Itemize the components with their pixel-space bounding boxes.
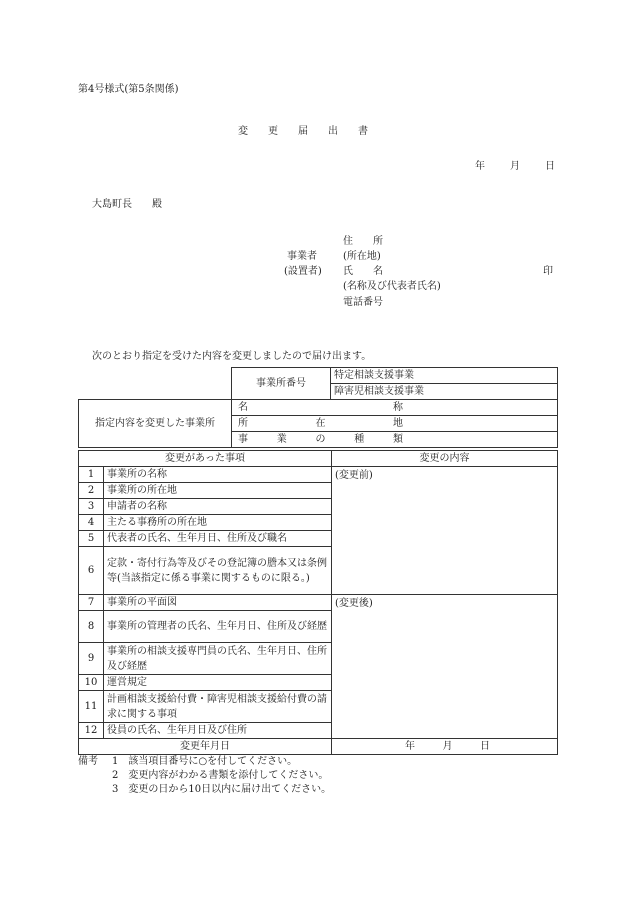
item-text: 事業所の相談支援専門員の氏名、生年月日、住所及び経歴: [104, 643, 332, 675]
date-month-label: 月: [510, 161, 520, 172]
seal-mark: 印: [543, 266, 553, 277]
date-year-label: 年: [475, 161, 485, 172]
item-text: 役員の氏名、生年月日及び住所: [104, 723, 332, 739]
address-label: 住 所: [343, 236, 383, 247]
item-number: 6: [79, 547, 104, 595]
before-change-cell: (変更前): [332, 467, 558, 595]
change-date-label: 変更年月日: [79, 739, 332, 755]
name-sub-label: (名称及び代表者氏名): [343, 281, 441, 292]
item-number: 11: [79, 691, 104, 723]
item-text: 計画相談支援給付費・障害児相談支援給付費の請求に関する事項: [104, 691, 332, 723]
item-text: 運営規定: [104, 675, 332, 691]
item-number: 8: [79, 611, 104, 643]
intro-text: 次のとおり指定を受けた内容を変更しましたので届け出ます。: [92, 351, 372, 362]
item-text: 主たる事務所の所在地: [104, 515, 332, 531]
item-text: 申請者の名称: [104, 499, 332, 515]
change-content-header: 変更の内容: [332, 451, 558, 467]
submission-date: [475, 161, 555, 173]
item-number: 12: [79, 723, 104, 739]
office-number-label: 事業所番号: [232, 368, 331, 400]
office-type-cell: 事 業 の 種 類: [232, 432, 558, 448]
item-number: 1: [79, 467, 104, 483]
item-number: 3: [79, 499, 104, 515]
applicant-role-sub: (設置者): [284, 266, 322, 277]
office-number-table: [231, 367, 558, 400]
applicant-role: 事業者: [287, 251, 317, 262]
phone-label: 電話番号: [343, 297, 383, 308]
item-number: 4: [79, 515, 104, 531]
address-sub-label: (所在地): [343, 251, 381, 262]
notes-label: 備考: [78, 756, 98, 767]
service-specific-consultation: 特定相談支援事業: [331, 368, 558, 384]
item-number: 10: [79, 675, 104, 691]
date-day-label: 日: [545, 161, 555, 172]
item-number: 9: [79, 643, 104, 675]
note-item: 2 変更内容がわかる書類を添付してください。: [112, 770, 329, 781]
document-title: 変更届出書: [238, 126, 388, 137]
office-name-cell: 名 称: [232, 400, 558, 416]
addressee: 大島町長 殿: [92, 199, 162, 210]
item-number: 5: [79, 531, 104, 547]
office-location-cell: 所 在 地: [232, 416, 558, 432]
item-text: 代表者の氏名、生年月日、住所及び職名: [104, 531, 332, 547]
name-label: 氏 名: [343, 266, 383, 277]
item-text: 事業所の平面図: [104, 595, 332, 611]
note-item: 1 該当項目番号に○を付してください。: [112, 756, 298, 767]
item-text: 事業所の管理者の氏名、生年月日、住所及び経歴: [104, 611, 332, 643]
changed-items-header: 変更があった事項: [79, 451, 332, 467]
office-block-table: [78, 399, 558, 448]
changes-table: [78, 450, 558, 755]
item-number: 7: [79, 595, 104, 611]
item-number: 2: [79, 483, 104, 499]
note-item: 3 変更の日から10日以内に届け出てください。: [112, 784, 332, 795]
changed-office-label: 指定内容を変更した事業所: [79, 400, 232, 448]
item-text: 定款・寄付行為等及びその登記簿の謄本又は条例等(当該指定に係る事業に関するものに限る。): [104, 547, 332, 595]
item-text: 事業所の名称: [104, 467, 332, 483]
service-child-consultation: 障害児相談支援事業: [331, 384, 558, 400]
change-date-cell: 年 月 日: [332, 739, 558, 755]
item-text: 事業所の所在地: [104, 483, 332, 499]
form-number: 第4号様式(第5条関係): [78, 84, 179, 95]
after-change-cell: (変更後): [332, 595, 558, 739]
